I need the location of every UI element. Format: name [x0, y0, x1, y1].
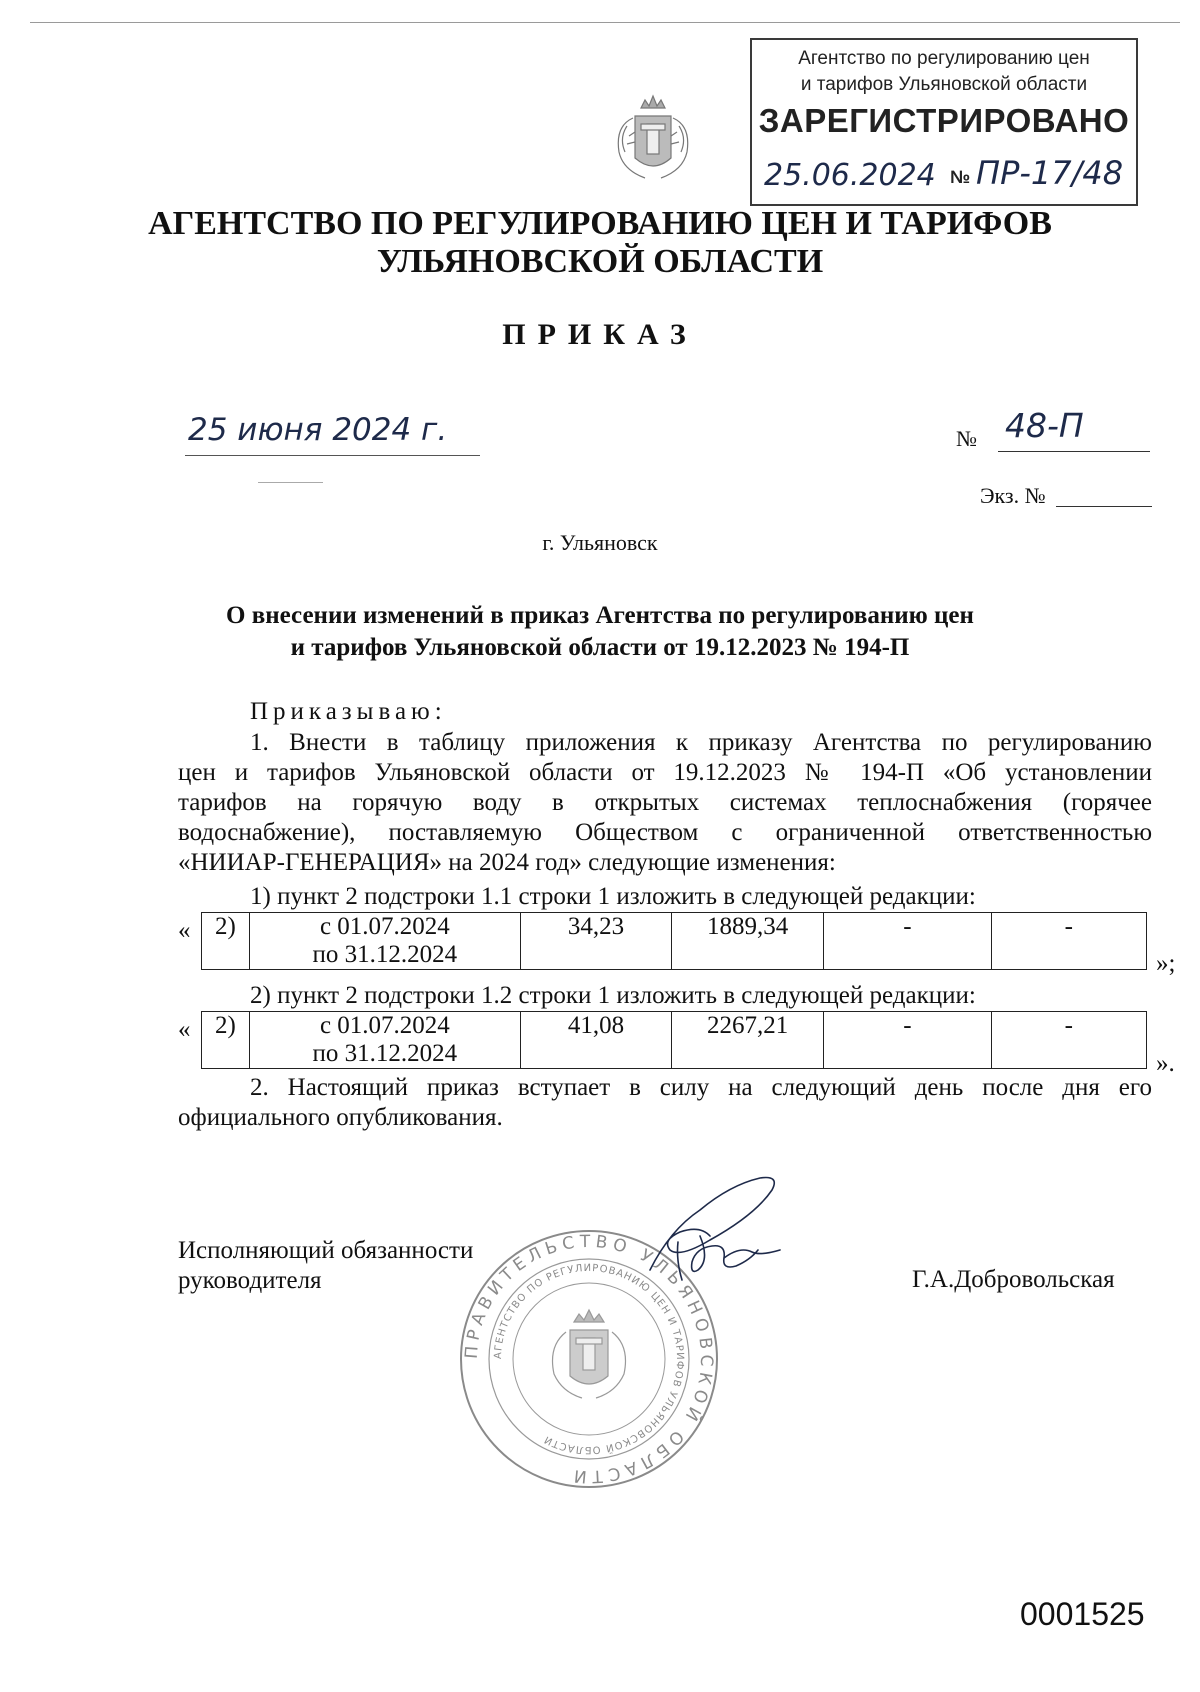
table-cell-value: 1889,34: [672, 913, 824, 970]
table1-quote-close: »;: [1156, 950, 1176, 977]
order-number: 48-П: [1005, 406, 1084, 445]
reg-stamp-number: ПР-17/48: [976, 154, 1124, 192]
seal-emblem-icon: [553, 1310, 626, 1398]
paragraph2-line: [178, 1073, 1152, 1103]
handwritten-signature: [640, 1170, 790, 1300]
order-date-secondary-line: [258, 482, 323, 483]
subject-line1: О внесении изменений в приказ Агентства по регулированию цен: [226, 602, 974, 629]
reg-stamp-agency-line1: Агентство по регулированию цен: [798, 48, 1090, 69]
table-cell-period: [249, 1012, 520, 1069]
registration-stamp: [750, 38, 1138, 206]
subitem2-text: 2) пункт 2 подстроки 1.2 строки 1 изложить в следующей редакции:: [250, 982, 976, 1009]
reg-stamp-number-label: №: [950, 167, 971, 187]
agency-title-line1: АГЕНТСТВО ПО РЕГУЛИРОВАНИЮ ЦЕН И ТАРИФОВ: [148, 205, 1052, 242]
paragraph1-line: цен и тарифов Ульяновской области от 19.12.2023 № 194-П «Об установлении: [178, 759, 1152, 786]
paragraph1-line: тарифов на горячую воду в открытых системах теплоснабжения (горячее: [178, 789, 1152, 816]
agency-title-line2: УЛЬЯНОВСКОЙ ОБЛАСТИ: [376, 243, 824, 280]
table1-quote-open: «: [178, 917, 191, 944]
amendment-table-1: [201, 912, 1147, 970]
order-number-label: №: [956, 426, 977, 451]
paragraph1-line: водоснабжение), поставляемую Обществом с ограниченной ответственностью: [178, 819, 1152, 846]
reg-stamp-date: 25.06.2024: [764, 158, 936, 193]
table-cell-value: 2267,21: [672, 1012, 824, 1069]
signatory-position: [178, 1236, 473, 1296]
seal-outer-text: ПРАВИТЕЛЬСТВО УЛЬЯНОВСКОЙ ОБЛАСТИ: [461, 1231, 717, 1487]
table2-quote-open: «: [178, 1016, 191, 1043]
table-cell-value: -: [824, 1012, 991, 1069]
period-from: с 01.07.2024: [319, 1012, 450, 1039]
table-cell-value: -: [991, 1012, 1146, 1069]
document-type-title: ПРИКАЗ: [502, 318, 698, 351]
seal-inner-text: АГЕНТСТВО ПО РЕГУЛИРОВАНИЮ ЦЕН И ТАРИФОВ УЛЬЯНОВСКОЙ ОБЛАСТИ: [492, 1262, 686, 1456]
subitem1-text: 1) пункт 2 подстроки 1.1 строки 1 изложить в следующей редакции:: [250, 883, 976, 910]
table-cell-value: 34,23: [521, 913, 672, 970]
paragraph1-line: [178, 728, 1152, 758]
table-row: [202, 913, 1147, 970]
reg-stamp-status: ЗАРЕГИСТРИРОВАНО: [758, 102, 1130, 139]
copy-number-label: Экз. №: [980, 483, 1046, 508]
paragraph2-line-text: 2. Настоящий приказ вступает в силу на следующий день после дня его: [250, 1074, 1152, 1101]
order-date: 25 июня 2024 г.: [188, 412, 448, 448]
paragraph1-line: «НИИАР-ГЕНЕРАЦИЯ» на 2024 год» следующие изменения:: [178, 849, 836, 876]
reg-stamp-agency-line2: и тарифов Ульяновской области: [800, 74, 1088, 95]
period-to: по 31.12.2024: [312, 941, 458, 968]
copy-number-blank: [1056, 506, 1152, 507]
amendment-table-2: [201, 1011, 1147, 1069]
table-cell-item: 2): [202, 1012, 250, 1069]
serial-number: 0001525: [1020, 1596, 1145, 1632]
signatory-position-line1: Исполняющий обязанности: [178, 1237, 474, 1264]
table-cell-period: [249, 913, 520, 970]
period-from: с 01.07.2024: [319, 913, 450, 940]
table2-quote-close: ».: [1156, 1050, 1175, 1077]
table-cell-value: 41,08: [521, 1012, 672, 1069]
order-word: Приказываю:: [250, 698, 447, 725]
table-cell-item: 2): [202, 913, 250, 970]
scan-edge-line: [30, 22, 1180, 23]
city: г. Ульяновск: [542, 530, 658, 555]
order-number-underline: [998, 451, 1150, 452]
subject-line2: и тарифов Ульяновской области от 19.12.2023 № 194-П: [290, 634, 910, 661]
paragraph1-line-text: 1. Внести в таблицу приложения к приказу Агентства по регулированию: [250, 729, 1152, 756]
table-cell-value: -: [991, 913, 1146, 970]
table-row: [202, 1012, 1147, 1069]
signatory-name: Г.А.Добровольская: [912, 1266, 1115, 1293]
coat-of-arms-icon: [605, 86, 701, 186]
period-to: по 31.12.2024: [312, 1040, 458, 1067]
order-date-underline: [185, 455, 480, 456]
signatory-position-line2: руководителя: [178, 1267, 322, 1294]
table-cell-value: -: [824, 913, 991, 970]
paragraph2-line: официального опубликования.: [178, 1104, 503, 1131]
